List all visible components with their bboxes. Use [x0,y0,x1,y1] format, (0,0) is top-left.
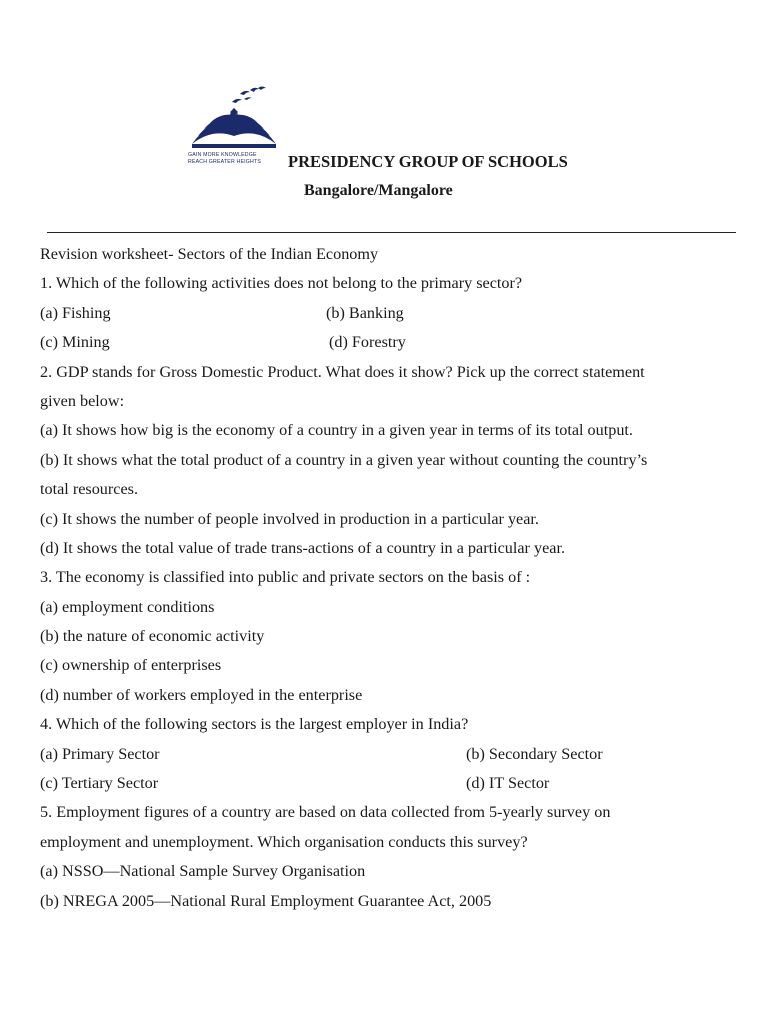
question-2-line-2: given below: [40,391,125,410]
option-d: (d) It shows the total value of trade trans-actions of a country in a particular year. [40,538,566,557]
question-4: 4. Which of the following sectors is the largest employer in India? [40,715,469,734]
options-row [40,769,740,798]
option-a: (a) Fishing [40,303,111,322]
question-5-line-2: employment and unemployment. Which organisation conducts this survey? [40,832,528,851]
option-d: (d) Forestry [329,333,406,352]
option-c: (c) ownership of enterprises [40,656,222,675]
options-row [40,740,740,769]
option-b-line-1: (b) It shows what the total product of a country in a given year without counting the country’s [40,450,648,469]
logo-tagline-2: REACH GREATER HEIGHTS [188,159,261,165]
question-3: 3. The economy is classified into public and private sectors on the basis of : [40,568,531,587]
option-d: (d) number of workers employed in the enterprise [40,685,363,704]
options-row [40,299,740,328]
option-b: (b) the nature of economic activity [40,627,265,646]
school-logo [188,86,280,168]
option-c: (c) Mining [40,333,110,352]
worksheet-title: Revision worksheet- Sectors of the Indian Economy [40,245,379,263]
option-a: (a) It shows how big is the economy of a country in a given year in terms of its total output. [40,421,633,440]
option-a: (a) Primary Sector [40,744,160,763]
school-location: Bangalore/Mangalore [304,182,453,199]
options-row [40,328,740,357]
option-c: (c) It shows the number of people involved in production in a particular year. [40,509,539,528]
option-d: (d) IT Sector [466,774,550,793]
option-a: (a) employment conditions [40,597,215,616]
header-divider [47,232,736,233]
option-b-line-2: total resources. [40,480,138,499]
question-1: 1. Which of the following activities does not belong to the primary sector? [40,274,523,293]
worksheet-body [40,240,740,916]
book-birds-icon [188,86,280,150]
school-name: PRESIDENCY GROUP OF SCHOOLS [288,152,568,171]
question-5-line-1: 5. Employment figures of a country are based on data collected from 5-yearly survey on [40,803,611,822]
option-c: (c) Tertiary Sector [40,774,159,793]
option-b: (b) Secondary Sector [466,744,603,763]
option-a: (a) NSSO—National Sample Survey Organisation [40,862,366,881]
question-2-line-1: 2. GDP stands for Gross Domestic Product. What does it show? Pick up the correct statement [40,362,645,381]
logo-tagline-1: GAIN MORE KNOWLEDGE [188,152,257,158]
option-b: (b) Banking [326,303,404,322]
option-b: (b) NREGA 2005—National Rural Employment Guarantee Act, 2005 [40,891,492,910]
